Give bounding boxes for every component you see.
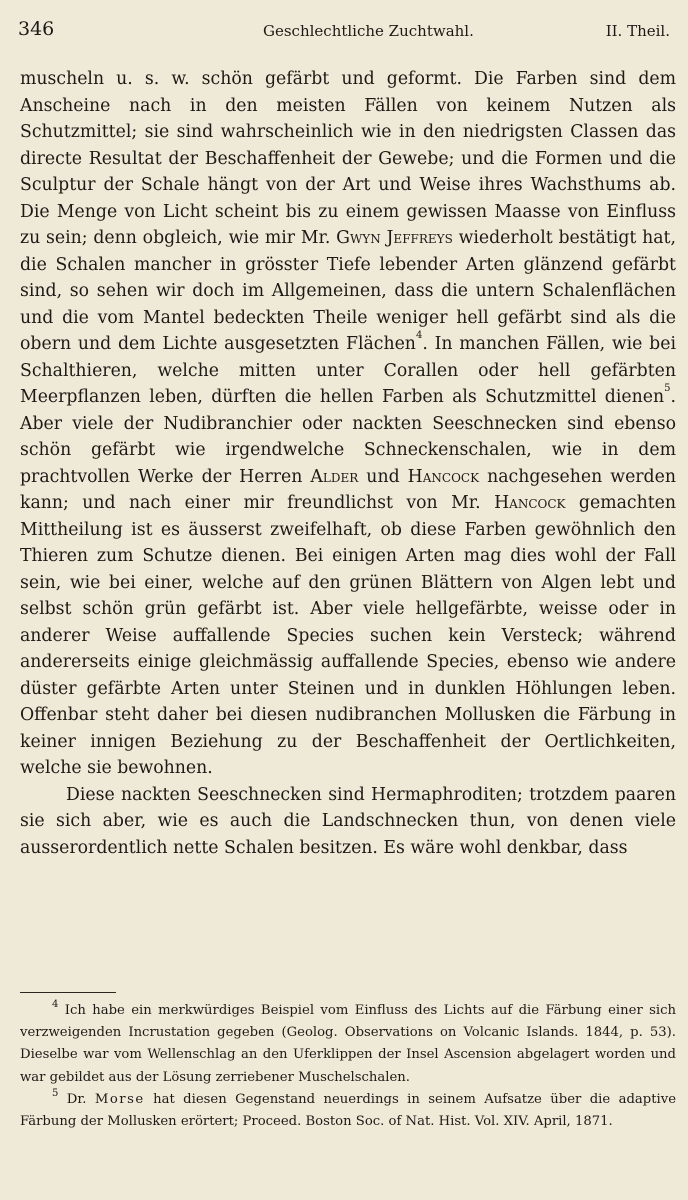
author-name-hancock: Hancock [407, 466, 480, 487]
paragraph-1-text-c: . In manchen Fällen, wie bei Schalthieren, welche mitten unter Corallen oder hell gefärbten Meerpflanzen leben, dürften die hellen Farben als Schutzmittel dienen [20, 334, 676, 407]
footnote-4 [20, 1000, 676, 1089]
footnote-4-text: Ich habe ein merkwürdiges Beispiel vom Einfluss des Lichts auf die Färbung einer sich verzweigenden Incrustation gegeben (Geolog. Observations on Volcanic Islands. 1844, p. 53). Dieselbe war vom Wellenschlag an den Uferklippen der Insel Ascension abgelagert worden und war gebildet aus der Lösung zerriebener Muschelschalen. [20, 1003, 676, 1085]
footnote-4-mark: 4 [52, 999, 59, 1010]
paragraph-1-text-a: muscheln u. s. w. schön gefärbt und geformt. Die Farben sind dem Anscheine nach in den meisten Fällen von keinem Nutzen als Schutzmittel; sie sind wahrscheinlich wie in den niedrigsten Classen das directe Resultat der Beschaffenheit der Gewebe; und die Formen und die Sculptur der Schale hängt von der Art und Weise ihres Wachsthums ab. Die Menge von Licht scheint bis zu einem gewissen Maasse von Einfluss zu sein; denn obgleich, wie mir Mr. [20, 69, 676, 248]
author-name-hancock-2: Hancock [494, 493, 566, 513]
author-name-alder: Alder [310, 466, 359, 487]
footnote-ref-4: 4 [415, 330, 423, 341]
page-header [18, 18, 676, 48]
footnote-ref-5: 5 [664, 383, 671, 394]
body-text [20, 66, 676, 861]
page-number: 346 [18, 18, 55, 40]
footnote-5 [20, 1089, 676, 1133]
part-label: II. Theil. [605, 22, 670, 40]
footnote-5-mark: 5 [52, 1087, 59, 1099]
footnotes [20, 1000, 676, 1133]
paragraph-1-text-f: nachgesehen werden kann; und nach einer mir freundlichst von Mr. [20, 466, 676, 513]
author-name-jeffreys: Gwyn Jeffreys [336, 228, 453, 248]
paragraph-1-text-b: wiederholt bestätigt hat, die Schalen mancher in grösster Tiefe lebender Arten glänzend gefärbt sind, so sehen wir doch im Allgemeinen, dass die untern Schalenflächen und die vom Mantel bedeckten Theile weniger hell gefärbt sind als die obern und dem Lichte ausgesetzten Flächen [20, 228, 676, 354]
paragraph-1 [20, 66, 676, 782]
running-title: Geschlechtliche Zuchtwahl. [263, 22, 474, 40]
paragraph-1-text-d: . Aber viele der Nudibranchier oder nackten Seeschnecken sind ebenso schön gefärbt wie irgendwelche Schneckenschalen, wie in dem prachtvollen Werke der Herren [20, 387, 676, 487]
paragraph-2: Diese nackten Seeschnecken sind Hermaphroditen; trotzdem paaren sie sich aber, wie es auch die Landschnecken thun, von denen viele ausserordentlich nette Schalen besitzen. Es wäre wohl denkbar, dass [20, 784, 676, 858]
footnote-divider [20, 992, 116, 993]
footnote-5-text-a: Dr. [58, 1091, 95, 1107]
footnote-5-text-b: hat diesen Gegenstand neuerdings in seinem Aufsatze über die adaptive Färbung der Mollusken erörtert; Proceed. Boston Soc. of Nat. Hist. Vol. XIV. April, 1871. [20, 1091, 677, 1130]
author-name-morse: Morse [94, 1091, 145, 1107]
paragraph-1-text-e: und [358, 466, 408, 487]
paragraph-1-text-g: gemachten Mittheilung ist es äusserst zweifelhaft, ob diese Farben gewöhnlich den Thieren zum Schutze dienen. Bei einigen Arten mag dies wohl der Fall sein, wie bei einer, welche auf den grünen Blättern von Algen lebt und selbst schön grün gefärbt ist. Aber viele hellgefärbte, weisse oder in anderer Weise auffallende Species suchen kein Versteck; während andererseits einige gleichmässig auffallende Species, ebenso wie andere düster gefärbte Arten unter Steinen und in dunklen Höhlungen leben. Offenbar steht daher bei diesen nudibranchen Mollusken die Färbung in keiner innigen Beziehung zu der Beschaffenheit der Oertlichkeiten, welche sie bewohnen. [20, 493, 676, 778]
